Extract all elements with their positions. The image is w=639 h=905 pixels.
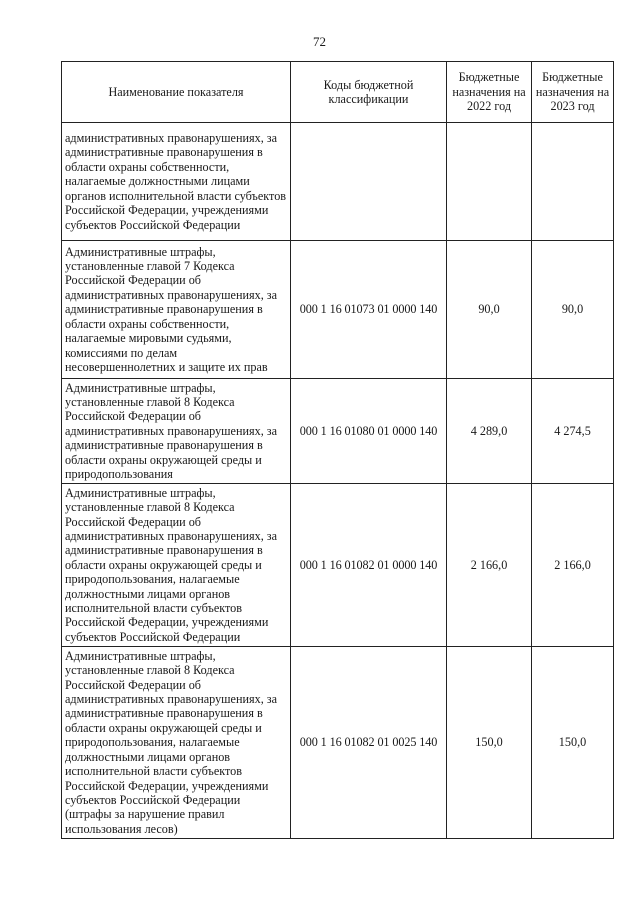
- table-row: [62, 379, 614, 484]
- row-name: административных правонарушениях, за административные правонарушения в области охраны собственности, налагаемые должностными лицами органов исполнительной власти субъектов Российской Федерации, учреждениями субъектов Российской Федерации: [62, 123, 291, 241]
- row-value-2022: 150,0: [447, 647, 532, 839]
- row-name: Административные штрафы, установленные главой 8 Кодекса Российской Федерации об административных правонарушениях, за административные правонарушения в области охраны окружающей среды и природопользования: [62, 379, 291, 484]
- header-2022: Бюджетные назначения на 2022 год: [447, 62, 532, 123]
- table-row: [62, 123, 614, 241]
- row-name: Административные штрафы, установленные главой 7 Кодекса Российской Федерации об административных правонарушениях, за административные правонарушения в области охраны собственности, налагаемые мировыми судьями, комиссиями по делам несовершеннолетних и защите их прав: [62, 241, 291, 379]
- row-code: 000 1 16 01082 01 0025 140: [291, 647, 447, 839]
- row-value-2022: 4 289,0: [447, 379, 532, 484]
- row-value-2023: [532, 123, 614, 241]
- row-code: [291, 123, 447, 241]
- header-2023: Бюджетные назначения на 2023 год: [532, 62, 614, 123]
- row-name: Административные штрафы, установленные главой 8 Кодекса Российской Федерации об административных правонарушениях, за административные правонарушения в области охраны окружающей среды и природопользования, налагаемые должностными лицами органов исполнительной власти субъектов Российской Федерации, учреждениями субъектов Российской Федерации: [62, 484, 291, 647]
- row-code: 000 1 16 01080 01 0000 140: [291, 379, 447, 484]
- table-row: [62, 241, 614, 379]
- table-header-row: [62, 62, 614, 123]
- row-value-2023: 2 166,0: [532, 484, 614, 647]
- row-value-2023: 4 274,5: [532, 379, 614, 484]
- row-value-2022: [447, 123, 532, 241]
- row-value-2023: 150,0: [532, 647, 614, 839]
- page-number: 72: [313, 34, 326, 49]
- header-name: Наименование показателя: [62, 62, 291, 123]
- row-code: 000 1 16 01082 01 0000 140: [291, 484, 447, 647]
- budget-table: [61, 61, 614, 839]
- table-row: [62, 647, 614, 839]
- row-name: Административные штрафы, установленные главой 8 Кодекса Российской Федерации об административных правонарушениях, за административные правонарушения в области охраны окружающей среды и природопользования, налагаемые должностными лицами органов исполнительной власти субъектов Российской Федерации, учреждениями субъектов Российской Федерации (штрафы за нарушение правил использования лесов): [62, 647, 291, 839]
- table-row: [62, 484, 614, 647]
- row-value-2022: 90,0: [447, 241, 532, 379]
- row-value-2022: 2 166,0: [447, 484, 532, 647]
- row-value-2023: 90,0: [532, 241, 614, 379]
- row-code: 000 1 16 01073 01 0000 140: [291, 241, 447, 379]
- header-codes: Коды бюджетной классификации: [291, 62, 447, 123]
